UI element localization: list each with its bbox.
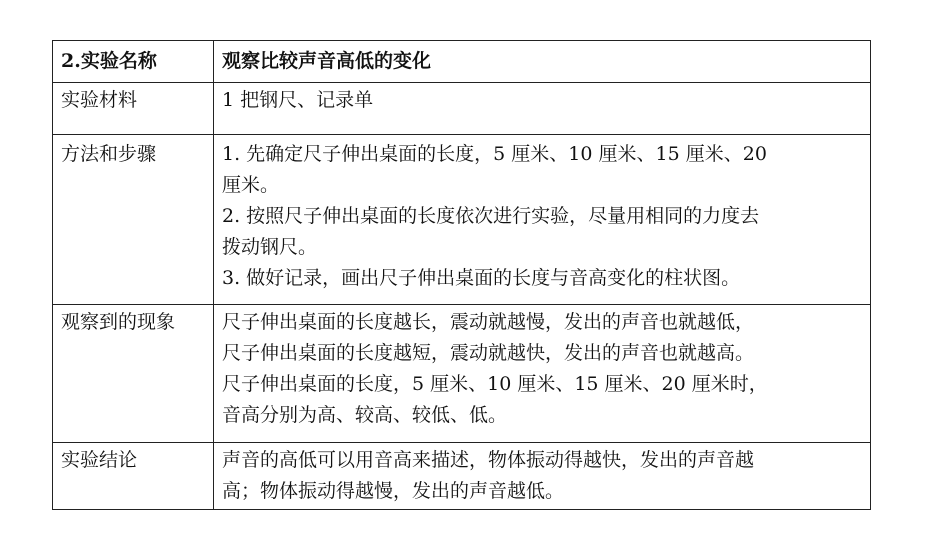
row-label: 观察到的现象 (61, 311, 176, 333)
experiment-name-label: 2.实验名称 (53, 41, 214, 83)
conclusion-line: 高；物体振动得越慢，发出的声音越低。 (222, 480, 565, 502)
observations-line: 尺子伸出桌面的长度越短，震动就越快，发出的声音也就越高。 (222, 342, 755, 364)
methods-line: 拨动钢尺。 (222, 236, 318, 258)
experiment-name-value: 观察比较声音高低的变化 (214, 41, 871, 83)
methods-value (214, 135, 871, 305)
methods-line: 3. 做好记录，画出尺子伸出桌面的长度与音高变化的柱状图。 (222, 267, 741, 289)
row-label: 实验材料 (61, 89, 138, 111)
row-label: 方法和步骤 (61, 143, 157, 165)
methods-label (53, 135, 214, 305)
conclusion-line: 声音的高低可以用音高来描述，物体振动得越快，发出的声音越 (222, 449, 755, 471)
methods-line: 厘米。 (222, 174, 280, 196)
materials-line: 1 把钢尺、记录单 (222, 89, 374, 111)
materials-label (53, 83, 214, 135)
table-row-materials (53, 83, 871, 135)
methods-line: 1. 先确定尺子伸出桌面的长度，5 厘米、10 厘米、15 厘米、20 (222, 143, 767, 165)
experiment-record-sheet (52, 40, 870, 510)
table-row-experiment-name (53, 41, 871, 83)
observations-value (214, 305, 871, 443)
observations-line: 尺子伸出桌面的长度越长，震动就越慢，发出的声音也就越低， (222, 311, 755, 333)
observations-label (53, 305, 214, 443)
conclusion-label (53, 443, 214, 510)
row-label: 实验结论 (61, 449, 138, 471)
methods-line: 2. 按照尺子伸出桌面的长度依次进行实验，尽量用相同的力度去 (222, 205, 760, 227)
observations-line: 音高分别为高、较高、较低、低。 (222, 404, 508, 426)
materials-value (214, 83, 871, 135)
table-row-observations (53, 305, 871, 443)
table-row-conclusion (53, 443, 871, 510)
table-row-methods (53, 135, 871, 305)
conclusion-value (214, 443, 871, 510)
observations-line: 尺子伸出桌面的长度，5 厘米、10 厘米、15 厘米、20 厘米时， (222, 373, 768, 395)
experiment-table (52, 40, 871, 510)
